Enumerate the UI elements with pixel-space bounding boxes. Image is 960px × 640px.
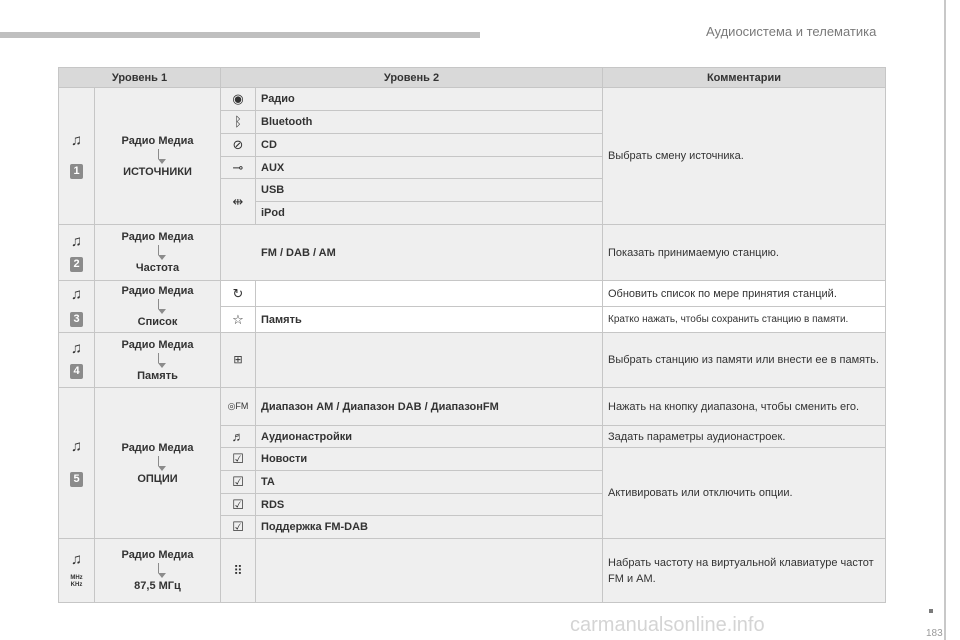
level1-subtitle: ИСТОЧНИКИ bbox=[123, 165, 192, 178]
column-header-level2: Уровень 2 bbox=[221, 68, 603, 88]
music-note-icon: ♫ bbox=[70, 340, 83, 357]
level2-label: Bluetooth bbox=[256, 111, 603, 134]
level1-title: Радио Медиа bbox=[121, 338, 194, 351]
radio-icon: ◉ bbox=[221, 88, 256, 111]
comment-cell: Кратко нажать, чтобы сохранить станцию в памяти. bbox=[603, 307, 886, 333]
level2-label: TA bbox=[256, 471, 603, 494]
checkbox-icon: ☑ bbox=[221, 471, 256, 494]
music-note-icon: ♫ bbox=[70, 232, 83, 250]
step-badge: 3 bbox=[70, 312, 83, 327]
watermark: carmanualsonline.info bbox=[570, 614, 765, 636]
page-number: 183 bbox=[926, 628, 943, 639]
step-badge: 1 bbox=[70, 164, 83, 179]
level1-title: Радио Медиа bbox=[121, 134, 194, 147]
bluetooth-icon: ᛒ bbox=[221, 111, 256, 134]
level1-icon-cell bbox=[59, 88, 95, 225]
level2-label: iPod bbox=[256, 202, 603, 225]
level1-subtitle: Список bbox=[137, 316, 178, 328]
comment-cell: Выбрать станцию из памяти или внести ее в память. bbox=[603, 333, 886, 388]
level2-label: Радио bbox=[256, 88, 603, 111]
page-marker bbox=[929, 609, 933, 613]
level1-icon-cell bbox=[59, 281, 95, 333]
level1-cell bbox=[95, 225, 221, 281]
level2-label: Новости bbox=[256, 448, 603, 471]
audio-settings-icon: ♬ bbox=[221, 426, 256, 448]
level2-label bbox=[256, 539, 603, 603]
memory-grid-icon: ⊞ bbox=[221, 333, 256, 388]
unit-label: KHz bbox=[70, 582, 83, 588]
level1-subtitle: ОПЦИИ bbox=[137, 472, 178, 485]
level2-label bbox=[256, 281, 603, 307]
step-badge: 2 bbox=[70, 257, 83, 272]
column-header-comments: Комментарии bbox=[603, 68, 886, 88]
comment-cell: Показать принимаемую станцию. bbox=[603, 225, 886, 281]
level2-label: RDS bbox=[256, 494, 603, 516]
music-note-icon: ♫ bbox=[70, 551, 83, 568]
table-header-row bbox=[59, 68, 886, 88]
level2-label: Поддержка FM-DAB bbox=[256, 516, 603, 539]
comment-cell: Обновить список по мере принятия станций. bbox=[603, 281, 886, 307]
star-icon: ☆ bbox=[221, 307, 256, 333]
level1-cell bbox=[95, 539, 221, 603]
level2-label: Аудионастройки bbox=[256, 426, 603, 448]
unit-label: MHz bbox=[70, 575, 83, 581]
level2-label: USB bbox=[256, 179, 603, 202]
comment-cell: Набрать частоту на виртуальной клавиатуре частот FM и AM. bbox=[603, 539, 886, 603]
level2-label: CD bbox=[256, 134, 603, 157]
comment-cell: Нажать на кнопку диапазона, чтобы сменить его. bbox=[603, 388, 886, 426]
section-title: Аудиосистема и телематика bbox=[706, 24, 877, 39]
level2-label: Память bbox=[256, 307, 603, 333]
header-bar bbox=[0, 32, 480, 38]
level2-label: AUX bbox=[256, 157, 603, 179]
comment-cell: Задать параметры аудионастроек. bbox=[603, 426, 886, 448]
level2-label: Диапазон AM / Диапазон DAB / ДиапазонFM bbox=[256, 388, 603, 426]
level1-icon-cell bbox=[59, 539, 95, 603]
fm-band-icon: ◎FM bbox=[221, 388, 256, 426]
level1-icon-cell bbox=[59, 333, 95, 388]
level1-title: Радио Медиа bbox=[121, 441, 194, 454]
level1-cell bbox=[95, 281, 221, 333]
level1-title: Радио Медиа bbox=[121, 549, 194, 561]
step-badge: 4 bbox=[70, 364, 83, 379]
level1-subtitle: Память bbox=[137, 369, 178, 382]
checkbox-icon: ☑ bbox=[221, 516, 256, 539]
column-header-level1: Уровень 1 bbox=[59, 68, 221, 88]
level1-icon-cell bbox=[59, 388, 95, 539]
music-note-icon: ♫ bbox=[70, 132, 83, 149]
level2-label: FM / DAB / AM bbox=[221, 225, 603, 281]
comment-cell: Выбрать смену источника. bbox=[603, 88, 886, 225]
step-badge: 5 bbox=[70, 472, 83, 487]
checkbox-icon: ☑ bbox=[221, 448, 256, 471]
checkbox-icon: ☑ bbox=[221, 494, 256, 516]
refresh-icon: ↻ bbox=[221, 281, 256, 307]
level1-subtitle: Частота bbox=[135, 262, 180, 274]
usb-icon: ⇹ bbox=[221, 179, 256, 225]
level1-cell bbox=[95, 333, 221, 388]
level1-subtitle: 87,5 МГц bbox=[134, 580, 181, 592]
aux-icon: ⊸ bbox=[221, 157, 256, 179]
music-note-icon: ♫ bbox=[70, 438, 83, 455]
comment-cell: Активировать или отключить опции. bbox=[603, 448, 886, 539]
level1-title: Радио Медиа bbox=[121, 231, 194, 243]
keypad-icon: ⠿ bbox=[221, 539, 256, 603]
level1-icon-cell bbox=[59, 225, 95, 281]
function-table bbox=[58, 67, 886, 603]
level1-title: Радио Медиа bbox=[121, 285, 194, 297]
level2-label bbox=[256, 333, 603, 388]
level1-cell bbox=[95, 388, 221, 539]
level1-cell bbox=[95, 88, 221, 225]
music-note-icon: ♫ bbox=[70, 285, 83, 303]
cd-icon: ⊘ bbox=[221, 134, 256, 157]
page-edge-line bbox=[944, 0, 946, 640]
